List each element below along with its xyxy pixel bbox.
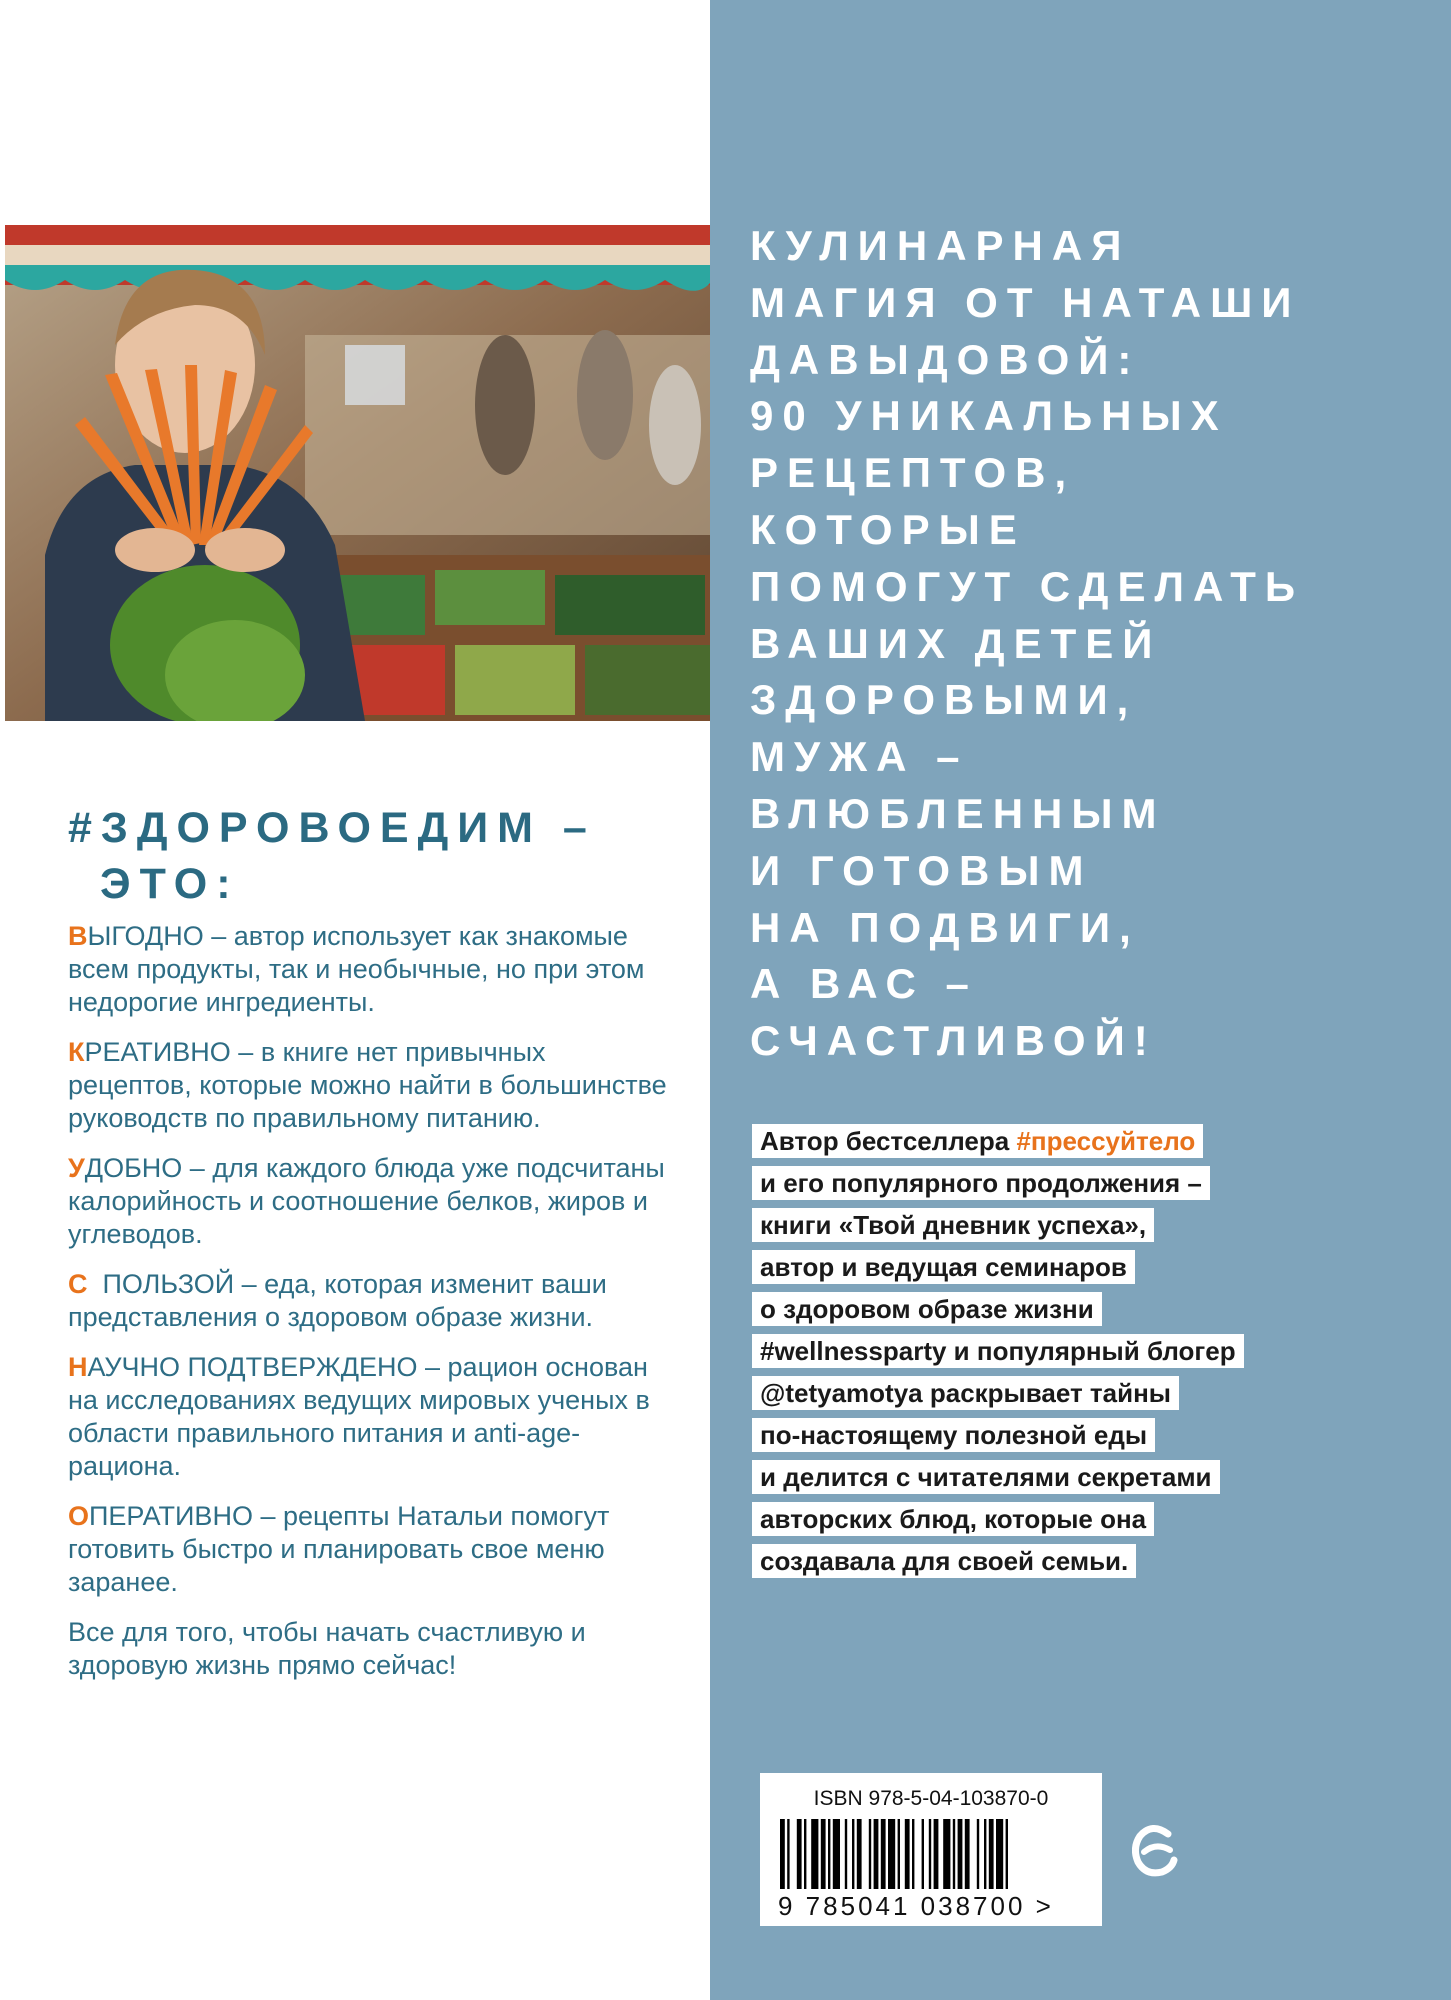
barcode-bar bbox=[943, 1819, 950, 1889]
barcode-bar bbox=[958, 1819, 963, 1889]
features-list bbox=[68, 920, 668, 1699]
barcode-bar bbox=[977, 1819, 979, 1889]
cover-photo bbox=[5, 225, 710, 721]
headline-line: НА ПОДВИГИ, bbox=[750, 903, 1140, 951]
about-line: книги «Твой дневник успеха», bbox=[752, 1208, 1154, 1242]
about-line: и его популярного продолжения – bbox=[752, 1166, 1210, 1200]
barcode-bar bbox=[912, 1819, 914, 1889]
features-title-line1: #ЗДОРОВОЕДИМ – bbox=[68, 804, 596, 852]
headline-line: СЧАСТЛИВОЙ! bbox=[750, 1017, 1157, 1065]
headline-line: КОТОРЫЕ bbox=[750, 505, 1026, 553]
features-title-line2: ЭТО: bbox=[100, 860, 240, 908]
barcode-bar bbox=[857, 1819, 862, 1889]
barcode-bar bbox=[845, 1819, 847, 1889]
barcode-bar bbox=[869, 1819, 871, 1889]
isbn-barcode-box bbox=[760, 1773, 1102, 1926]
barcode-bar bbox=[821, 1819, 826, 1889]
barcode-bar bbox=[828, 1819, 830, 1889]
about-line: и делится с читателями секретами bbox=[752, 1460, 1220, 1494]
headline-line: МАГИЯ ОТ НАТАШИ bbox=[750, 278, 1301, 326]
feature-initial: У bbox=[68, 1153, 85, 1183]
feature-text: ЫГОДНО – автор использует как знакомые всем продукты, так и необычные, но при этом недорогие ингредиенты. bbox=[68, 921, 645, 1017]
barcode-bar bbox=[787, 1819, 789, 1889]
headline-line: ВЛЮБЛЕННЫМ bbox=[750, 789, 1166, 837]
isbn-label: ISBN 978-5-04-103870-0 bbox=[813, 1787, 1049, 1810]
left-panel bbox=[0, 0, 710, 2000]
ean-digits: 9 785041 038700 > bbox=[778, 1891, 1054, 1921]
barcode-bar bbox=[922, 1819, 924, 1889]
barcode-bar bbox=[934, 1819, 939, 1889]
barcode-bar bbox=[780, 1819, 785, 1889]
barcode-bar bbox=[1006, 1819, 1008, 1889]
barcode-bar bbox=[996, 1819, 1003, 1889]
headline-line: 90 УНИКАЛЬНЫХ bbox=[750, 392, 1228, 440]
feature-text: ПЕРАТИВНО – рецепты Натальи помогут готовить быстро и планировать свое меню заранее. bbox=[68, 1501, 610, 1597]
barcode-bar bbox=[874, 1819, 879, 1889]
barcode-bar bbox=[929, 1819, 931, 1889]
about-hashtag: #прессуйтело bbox=[1016, 1126, 1196, 1156]
barcode-bar bbox=[905, 1819, 910, 1889]
barcode-bar bbox=[881, 1819, 886, 1889]
feature-item bbox=[68, 1152, 668, 1251]
headline-line: ВАШИХ ДЕТЕЙ bbox=[750, 619, 1162, 667]
feature-text: АУЧНО ПОДТВЕРЖДЕНО – рацион основан на исследованиях ведущих мировых ученых в области правильного питания и anti-age-рациона. bbox=[68, 1352, 650, 1481]
features-title bbox=[68, 800, 688, 912]
feature-text: РЕАТИВНО – в книге нет привычных рецептов, которые можно найти в большинстве руководств по правильному питанию. bbox=[68, 1037, 667, 1133]
barcode-bar bbox=[833, 1819, 840, 1889]
publisher-logo-icon bbox=[1132, 1820, 1178, 1880]
barcode-bar bbox=[852, 1819, 854, 1889]
barcode-bar bbox=[804, 1819, 806, 1889]
feature-text: ПОЛЬЗОЙ – еда, которая изменит ваши представления о здоровом образе жизни. bbox=[68, 1269, 615, 1332]
barcode-bar bbox=[811, 1819, 818, 1889]
barcode-bar bbox=[898, 1819, 900, 1889]
feature-item bbox=[68, 1036, 668, 1135]
barcode-bar bbox=[965, 1819, 970, 1889]
about-line: по-настоящему полезной еды bbox=[752, 1418, 1155, 1452]
barcode-bar bbox=[888, 1819, 895, 1889]
author-about bbox=[752, 1124, 1442, 1586]
feature-item bbox=[68, 920, 668, 1019]
about-line bbox=[752, 1124, 1203, 1158]
barcode-bar bbox=[797, 1819, 802, 1889]
about-line: создавала для своей семьи. bbox=[752, 1544, 1136, 1578]
barcode bbox=[780, 1819, 1080, 1889]
headline-line: И ГОТОВЫМ bbox=[750, 846, 1093, 894]
feature-initial: К bbox=[68, 1037, 85, 1067]
about-line: @tetyamotya раскрывает тайны bbox=[752, 1376, 1179, 1410]
about-line: автор и ведущая семинаров bbox=[752, 1250, 1135, 1284]
closing-text: Все для того, чтобы начать счастливую и здоровую жизнь прямо сейчас! bbox=[68, 1617, 586, 1680]
headline-line: МУЖА – bbox=[750, 733, 969, 781]
feature-item bbox=[68, 1351, 668, 1483]
headline bbox=[750, 218, 1440, 1070]
feature-initial: В bbox=[68, 921, 88, 951]
about-line: о здоровом образе жизни bbox=[752, 1292, 1102, 1326]
headline-line: КУЛИНАРНАЯ bbox=[750, 222, 1131, 269]
feature-item bbox=[68, 1500, 668, 1599]
feature-initial: Н bbox=[68, 1352, 88, 1382]
feature-text: ДОБНО – для каждого блюда уже подсчитаны калорийность и соотношение белков, жиров и углеводов. bbox=[68, 1153, 665, 1249]
barcode-bar bbox=[989, 1819, 994, 1889]
headline-line: ЗДОРОВЫМИ, bbox=[750, 676, 1138, 724]
feature-initial: С bbox=[68, 1269, 88, 1299]
about-line: #wellnessparty и популярный блогер bbox=[752, 1334, 1244, 1368]
market-photo-illustration bbox=[5, 225, 710, 721]
barcode-bar bbox=[953, 1819, 955, 1889]
barcode-bar bbox=[984, 1819, 986, 1889]
feature-initial: О bbox=[68, 1501, 90, 1531]
headline-line: А ВАС – bbox=[750, 960, 978, 1008]
headline-line: РЕЦЕПТОВ, bbox=[750, 449, 1076, 497]
headline-line: ДАВЫДОВОЙ: bbox=[750, 335, 1141, 383]
about-line1-prefix: Автор бестселлера bbox=[760, 1126, 1017, 1156]
about-line: авторских блюд, которые она bbox=[752, 1502, 1154, 1536]
headline-line: ПОМОГУТ СДЕЛАТЬ bbox=[750, 562, 1305, 610]
feature-item bbox=[68, 1268, 668, 1334]
